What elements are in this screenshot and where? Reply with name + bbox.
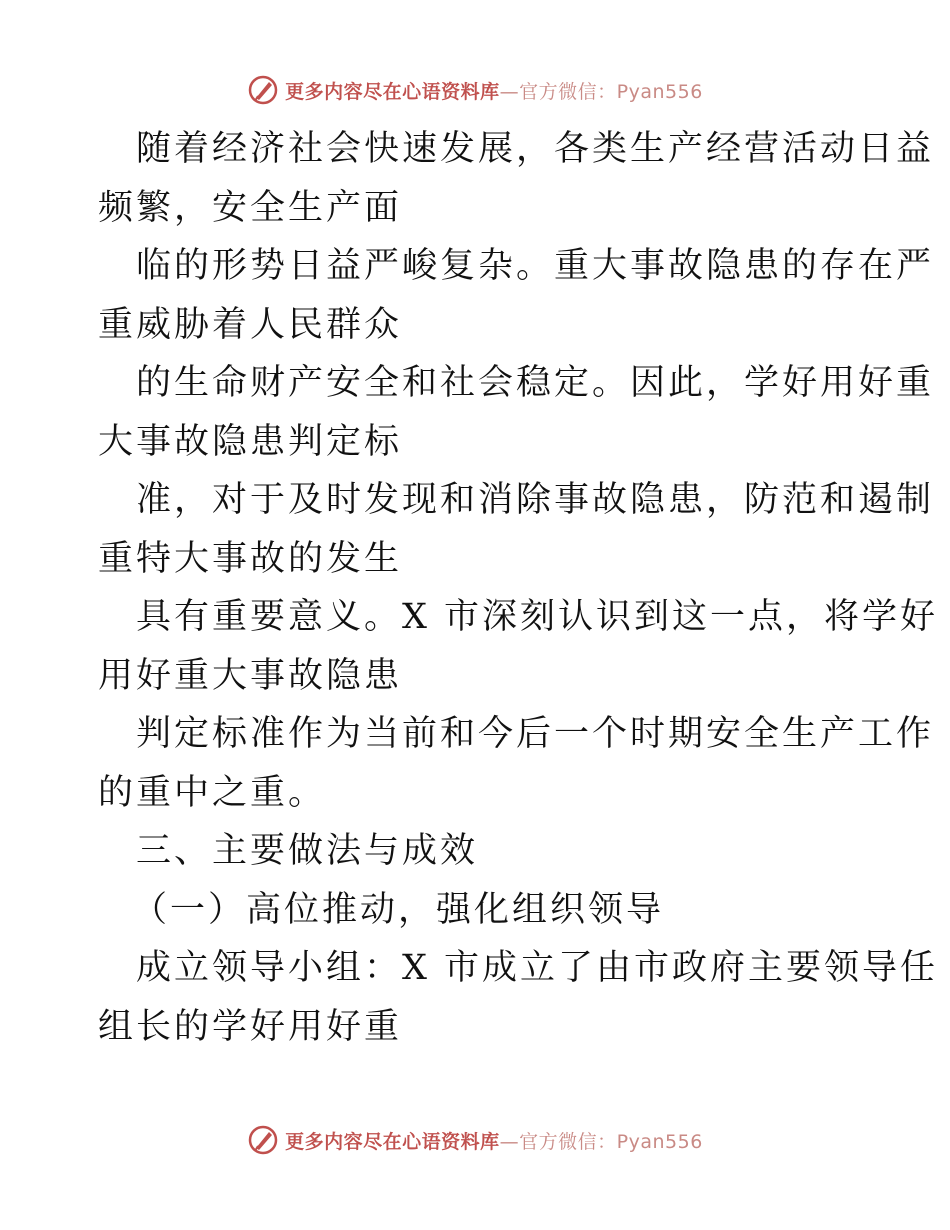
body-line: 成立领导小组：X 市成立了由市政府主要领导任: [136, 948, 939, 988]
footer-dash: —: [499, 1130, 520, 1153]
body-line: 准，对于及时发现和消除事故隐患，防范和遏制: [136, 480, 935, 520]
body-line: 判定标准作为当前和今后一个时期安全生产工作: [136, 714, 935, 754]
body-line: 重特大事故的发生: [98, 538, 403, 579]
document-body: [98, 120, 939, 1056]
body-line: 的重中之重。: [98, 772, 327, 813]
body-line: 随着经济社会快速发展，各类生产经营活动日益: [136, 129, 935, 169]
body-line: 重威胁着人民群众: [98, 304, 403, 345]
body-line: 的生命财产安全和社会稳定。因此，学好用好重: [136, 363, 935, 403]
body-line: 用好重大事故隐患: [98, 655, 403, 696]
footer-banner: [0, 1120, 950, 1160]
body-line: 组长的学好用好重: [98, 1006, 403, 1047]
footer-contact-text: 官方微信：Pyan556: [519, 1130, 703, 1153]
header-site-text: 更多内容尽在心语资料库: [285, 80, 500, 103]
body-line: 大事故隐患判定标: [98, 421, 403, 462]
quill-pen-logo-icon: [247, 1124, 279, 1156]
body-line: 频繁，安全生产面: [98, 187, 403, 228]
header-banner-text: [285, 77, 703, 104]
footer-banner-text: [285, 1127, 703, 1154]
header-banner: [0, 70, 950, 110]
body-line: 临的形势日益严峻复杂。重大事故隐患的存在严: [136, 246, 935, 286]
section-heading: 三、主要做法与成效: [136, 831, 479, 871]
header-dash: —: [499, 80, 520, 103]
body-line: 具有重要意义。X 市深刻认识到这一点，将学好: [136, 597, 939, 637]
quill-pen-logo-icon: [247, 74, 279, 106]
header-contact-text: 官方微信：Pyan556: [519, 80, 703, 103]
subsection-heading: （一）高位推动，强化组织领导: [132, 889, 665, 930]
footer-site-text: 更多内容尽在心语资料库: [285, 1130, 500, 1153]
